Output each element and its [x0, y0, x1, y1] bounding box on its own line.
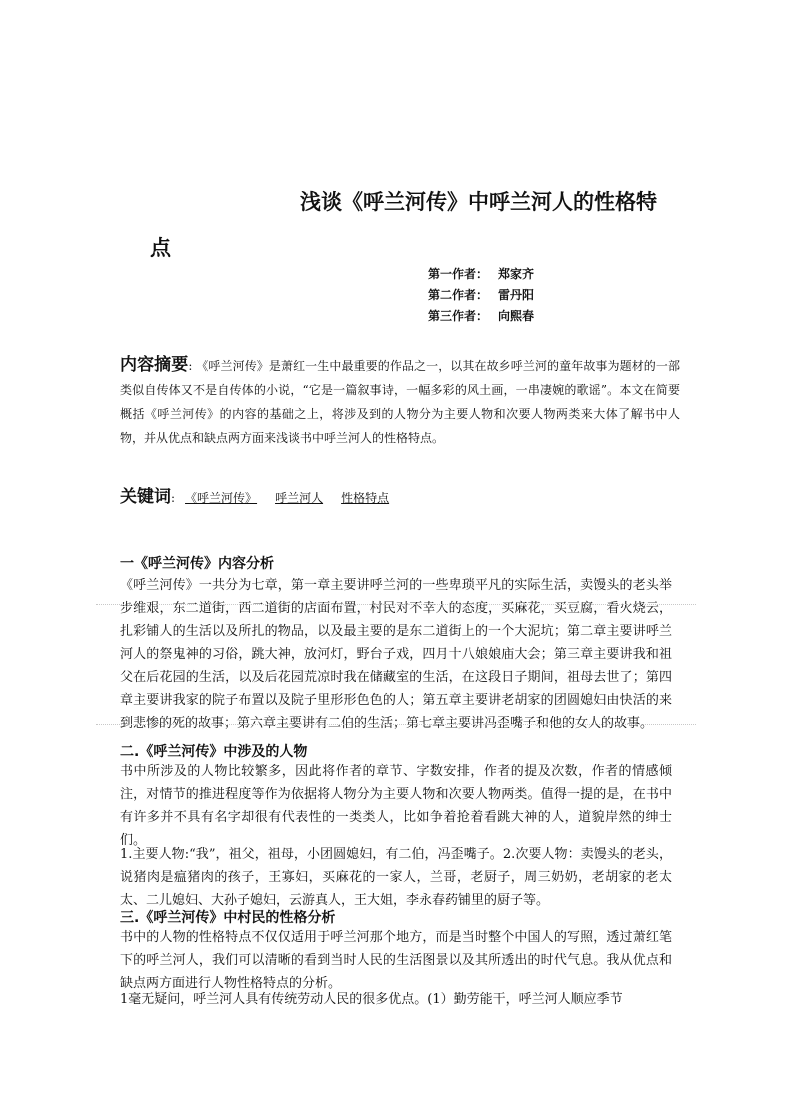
section-1-heading: 一《呼兰河传》内容分析 — [120, 556, 274, 572]
section-2-paragraph-2: 1.主要人物:“我”，祖父，祖母，小团圆媳妇，有二伯，冯歪嘴子。2.次要人物：卖馒头的老头，说猪肉是瘟猪肉的孩子，王寡妇，买麻花的一家人，兰哥，老厨子，周三奶奶，老胡家的老太太、二儿媳妇、大孙子媳妇，云游真人，王大姐，李永春药铺里的厨子等。 — [120, 847, 672, 908]
divider-dotted — [96, 724, 696, 725]
author-3-name: 向熙春 — [498, 309, 535, 323]
author-1-name: 郑家齐 — [498, 267, 535, 281]
abstract — [120, 353, 680, 450]
keywords-colon: : — [171, 491, 176, 505]
abstract-label: 内容摘要 — [120, 355, 189, 375]
author-1 — [428, 265, 534, 282]
section-2-paragraph-1: 书中所涉及的人物比较繁多，因此将作者的章节、字数安排，作者的提及次数，作者的情感倾注，对情节的推进程度等作为依据将人物分为主要人物和次要人物两类。值得一提的是，在书中有许多并不具有名字却很有代表性的一类类人，比如争着抢着看跳大神的人，道貌岸然的绅士们。 — [120, 764, 672, 848]
author-1-label: 第一作者： — [428, 267, 489, 281]
keywords-label: 关键词 — [120, 487, 171, 507]
author-3 — [428, 307, 534, 324]
author-3-label: 第三作者： — [428, 309, 489, 323]
keyword-item: 呼兰河人 — [275, 491, 324, 505]
section-3-heading: 三.《呼兰河传》中村民的性格分析 — [120, 910, 336, 926]
author-2 — [428, 286, 534, 303]
abstract-text: 《呼兰河传》是萧红一生中最重要的作品之一，以其在故乡呼兰河的童年故事为题材的一部类似自传体又不是自传体的小说，“它是一篇叙事诗，一幅多彩的风土画，一串凄婉的歌谣”。本文在简要概括《呼兰河传》的内容的基础之上，将涉及到的人物分为主要人物和次要人物两类来大体了解书中人物，并从优点和缺点两方面来浅谈书中呼兰河人的性格特点。 — [120, 359, 680, 445]
paper-title-line-1: 浅谈《呼兰河传》中呼兰河人的性格特 — [300, 190, 657, 214]
abstract-colon: : — [188, 359, 193, 373]
section-3-paragraph-1: 书中的人物的性格特点不仅仅适用于呼兰河那个地方，而是当时整个中国人的写照，透过萧红笔下的呼兰河人，我们可以清晰的看到当时人民的生活图景以及其所透出的时代气息。我从优点和缺点两方面进行人物性格特点的分析。 — [120, 930, 672, 991]
author-2-name: 雷丹阳 — [498, 288, 535, 302]
keywords — [120, 482, 407, 507]
paper-title-line-2: 点 — [150, 236, 171, 260]
divider-dotted — [96, 604, 696, 605]
section-1-paragraph-1: 《呼兰河传》一共分为七章，第一章主要讲呼兰河的一些卑琐平凡的实际生活，卖馒头的老头举步维艰，东二道街，西二道街的店面布置，村民对不幸人的态度，买麻花，买豆腐，看火烧云，扎彩铺人的生活以及所扎的物品，以及最主要的是东二道街上的一个大泥坑；第二章主要讲呼兰河人的祭鬼神的习俗，跳大神，放河灯，野台子戏，四月十八娘娘庙大会；第三章主要讲我和祖父在后花园的生活，以及后花园荒凉时我在储藏室的生活，在这段日子期间，祖母去世了；第四章主要讲我家的院子布置以及院子里形形色色的人；第五章主要讲老胡家的团圆媳妇由快活的来到悲惨的死的故事；第六章主要讲有二伯的生活；第七章主要讲冯歪嘴子和他的女人的故事。 — [120, 578, 672, 731]
section-3-paragraph-2: 1毫无疑问，呼兰河人具有传统劳动人民的很多优点。(1）勤劳能干，呼兰河人顺应季节 — [120, 992, 623, 1007]
keyword-item: 性格特点 — [341, 491, 390, 505]
section-2-heading: 二.《呼兰河传》中涉及的人物 — [120, 744, 308, 760]
keyword-item: 《呼兰河传》 — [185, 491, 258, 505]
author-2-label: 第二作者： — [428, 288, 489, 302]
